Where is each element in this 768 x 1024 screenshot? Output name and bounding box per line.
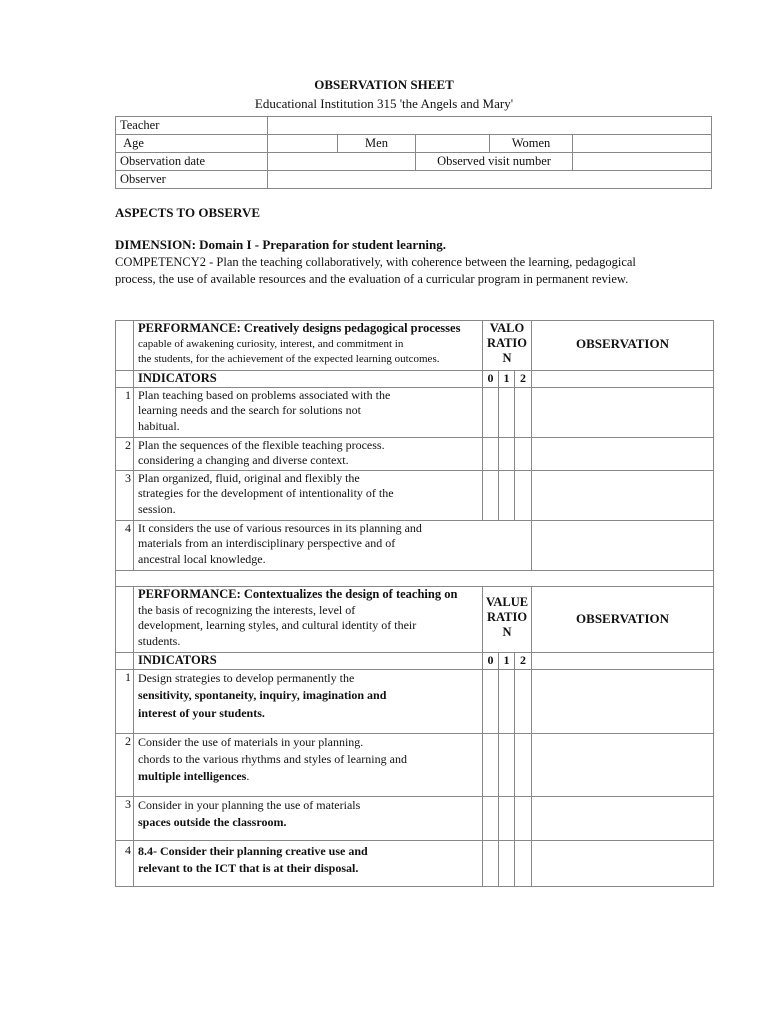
score-cell-2[interactable] (515, 437, 532, 470)
age-label: Age (116, 135, 268, 153)
observation-cell[interactable] (532, 387, 714, 437)
table-row (116, 321, 714, 371)
indicator-text: Plan organized, fluid, original and flexibly the strategies for the development of intentionality of the session. (134, 470, 483, 520)
table-row (116, 135, 712, 153)
score-cell-0[interactable] (483, 733, 499, 796)
scale-1: 1 (499, 371, 515, 388)
observation-cell[interactable] (532, 733, 714, 796)
table-row (116, 669, 714, 733)
page-subtitle: Educational Institution 315 'the Angels and Mary' (254, 96, 514, 111)
observation-header: OBSERVATION (532, 321, 714, 371)
observation-cell[interactable] (532, 520, 714, 570)
observer-field[interactable] (268, 171, 712, 189)
table-row (116, 796, 714, 840)
competency-text: COMPETENCY2 - Plan the teaching collaboratively, with coherence between the learning, pedagogical process, the use of available resources and the evaluation of a curricular program in permanent review. (115, 255, 636, 286)
row-number: 2 (116, 733, 134, 796)
indicator-text: Plan teaching based on problems associated with the learning needs and the search for solutions not habitual. (134, 387, 483, 437)
row-number: 4 (116, 520, 134, 570)
observation-date-label: Observation date (116, 153, 268, 171)
row-number: 4 (116, 840, 134, 886)
score-cell-0[interactable] (483, 669, 499, 733)
score-cell-2[interactable] (515, 470, 532, 520)
women-label: Women (490, 135, 573, 153)
table-row (116, 153, 712, 171)
indicators-header: INDICATORS (134, 371, 483, 388)
score-cell-0[interactable] (483, 437, 499, 470)
observation-date-field[interactable] (268, 153, 416, 171)
table-row (116, 587, 714, 653)
row-number: 2 (116, 437, 134, 470)
score-cell-2[interactable] (515, 733, 532, 796)
observer-label: Observer (116, 171, 268, 189)
table-row (116, 733, 714, 796)
indicator-text: 8.4- Consider their planning creative use and relevant to the ICT that is at their disposal. (134, 840, 483, 886)
observation-cell[interactable] (532, 437, 714, 470)
score-cell-1[interactable] (499, 796, 515, 840)
age-field[interactable] (268, 135, 338, 153)
table-row (116, 840, 714, 886)
observation-cell[interactable] (532, 669, 714, 733)
performance-table-2 (115, 586, 714, 887)
indicator-text: Consider the use of materials in your planning. chords to the various rhythms and styles of learning and multiple intelligences. (134, 733, 483, 796)
score-cell-1[interactable] (499, 840, 515, 886)
row-number: 1 (116, 387, 134, 437)
score-cell-2[interactable] (515, 387, 532, 437)
score-cell-0[interactable] (483, 387, 499, 437)
score-cell-1[interactable] (499, 387, 515, 437)
performance-table-1 (115, 320, 714, 587)
scale-2: 2 (515, 371, 532, 388)
table-row (116, 117, 712, 135)
aspects-heading: ASPECTS TO OBSERVE (115, 205, 261, 220)
observation-cell[interactable] (532, 470, 714, 520)
page-title: OBSERVATION SHEET (314, 77, 454, 92)
table-row (116, 520, 714, 570)
valuation-header: VALO RATIO N (483, 321, 532, 371)
row-number: 1 (116, 669, 134, 733)
dimension-heading: DIMENSION: Domain I - Preparation for student learning. (115, 237, 447, 252)
score-cell-0[interactable] (483, 796, 499, 840)
score-cell-1[interactable] (499, 470, 515, 520)
table-row (116, 171, 712, 189)
score-cell-1[interactable] (499, 733, 515, 796)
performance-description: PERFORMANCE: Creatively designs pedagogical processes capable of awakening curiosity, interest, and commitment in the students, for the achievement of the expected learning outcomes. (134, 321, 483, 371)
observed-visit-number-label: Observed visit number (416, 153, 573, 171)
table-row (116, 470, 714, 520)
table-row (116, 653, 714, 670)
women-field[interactable] (573, 135, 712, 153)
row-number: 3 (116, 796, 134, 840)
info-table (115, 116, 712, 189)
table-row (116, 437, 714, 470)
indicator-text: It considers the use of various resources in its planning and materials from an interdisciplinary perspective and of ancestral local knowledge. (134, 520, 532, 570)
score-cell-0[interactable] (483, 840, 499, 886)
indicators-header: INDICATORS (134, 653, 483, 670)
row-number: 3 (116, 470, 134, 520)
scale-1: 1 (499, 653, 515, 670)
men-field[interactable] (416, 135, 490, 153)
score-cell-2[interactable] (515, 840, 532, 886)
score-cell-2[interactable] (515, 669, 532, 733)
observation-cell[interactable] (532, 796, 714, 840)
observed-visit-number-field[interactable] (573, 153, 712, 171)
performance-description: PERFORMANCE: Contextualizes the design of teaching on the basis of recognizing the interests, level of development, learning styles, and cultural identity of their students. (134, 587, 483, 653)
table-row (116, 371, 714, 388)
teacher-field[interactable] (268, 117, 712, 135)
score-cell-0[interactable] (483, 470, 499, 520)
table-row (116, 387, 714, 437)
score-cell-1[interactable] (499, 669, 515, 733)
teacher-label: Teacher (116, 117, 268, 135)
score-cell-2[interactable] (515, 796, 532, 840)
scale-2: 2 (515, 653, 532, 670)
indicator-text: Design strategies to develop permanently the sensitivity, spontaneity, inquiry, imagination and interest of your students. (134, 669, 483, 733)
scale-0: 0 (483, 371, 499, 388)
men-label: Men (338, 135, 416, 153)
scale-0: 0 (483, 653, 499, 670)
valuation-header: VALUE RATIO N (483, 587, 532, 653)
observation-header: OBSERVATION (532, 587, 714, 653)
indicator-text: Consider in your planning the use of materials spaces outside the classroom. (134, 796, 483, 840)
table-row (116, 570, 714, 586)
score-cell-1[interactable] (499, 437, 515, 470)
observation-cell[interactable] (532, 840, 714, 886)
indicator-text: Plan the sequences of the flexible teaching process. considering a changing and diverse context. (134, 437, 483, 470)
